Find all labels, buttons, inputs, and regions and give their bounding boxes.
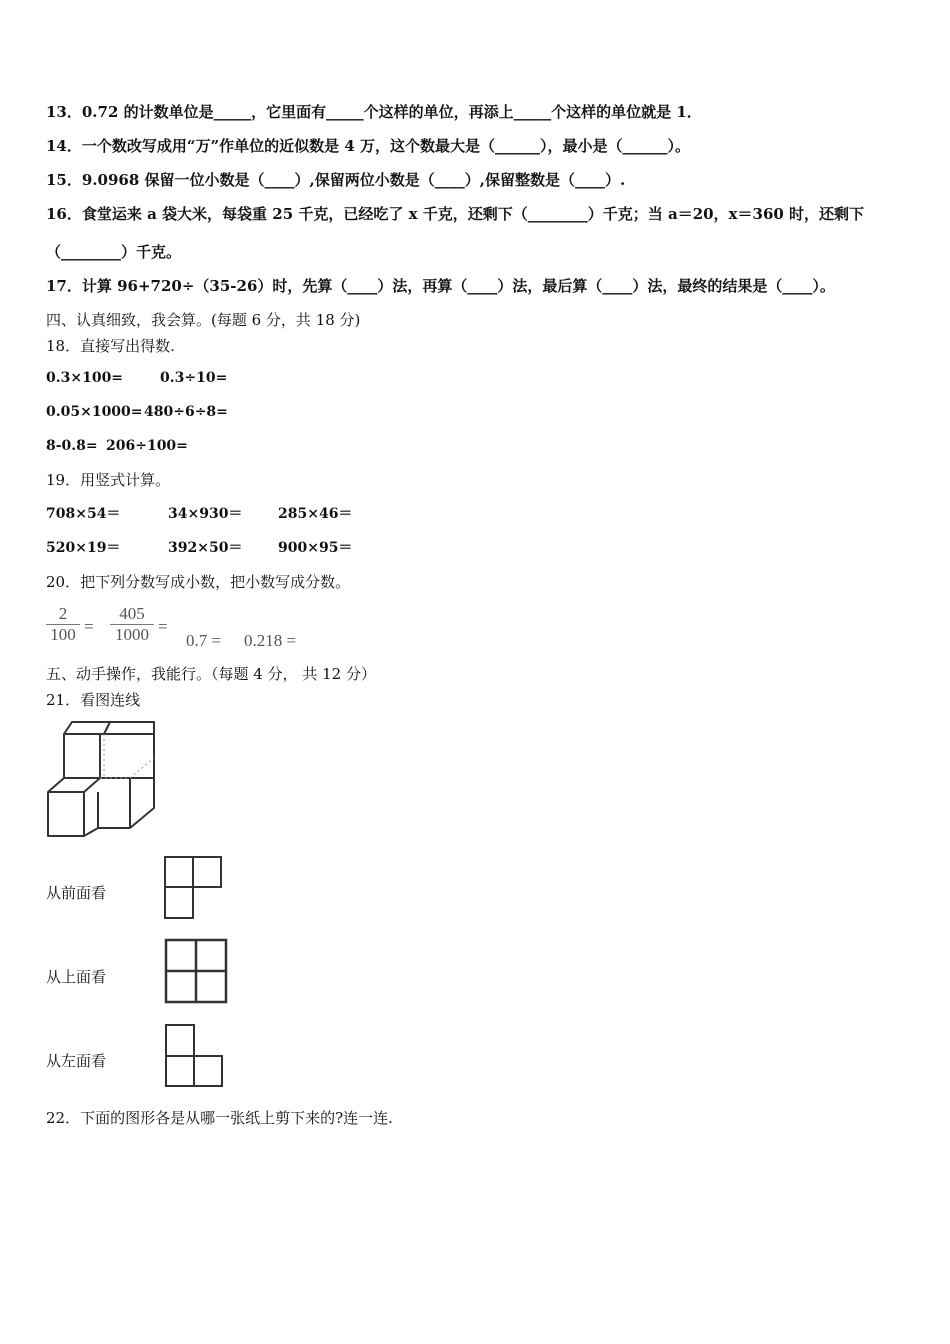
vertical-calc-item: 708×54＝	[46, 506, 121, 522]
section-4-heading: 四、认真细致，我会算。(每题 6 分，共 18 分)	[46, 311, 361, 329]
vertical-calc-item: 520×19＝	[46, 540, 121, 556]
section-5-heading: 五、动手操作，我能行。（每题 4 分， 共 12 分）	[46, 665, 376, 683]
direct-calc-item: 0.3×100=	[46, 370, 124, 386]
vertical-calc-item: 900×95＝	[278, 540, 353, 556]
direct-calc-item: 0.3÷10=	[160, 370, 228, 386]
fraction-numerator: 2	[58, 604, 68, 623]
fraction-numerator: 405	[119, 604, 145, 623]
question-16-line2: （________）千克。	[46, 243, 182, 261]
question-14: 14．一个数改写成用“万”作单位的近似数是 4 万，这个数最大是（______），最小是（______）。	[46, 137, 691, 155]
question-13: 13．0.72 的计数单位是_____，它里面有_____个这样的单位，再添上_____个这样的单位就是 1．	[46, 103, 702, 121]
equals-sign: =	[158, 617, 168, 636]
decimal-0-7: 0.7 =	[186, 631, 222, 650]
view-left-label: 从左面看	[46, 1052, 107, 1070]
direct-calc-item: 0.05×1000=	[46, 404, 143, 420]
top-view-figure	[162, 936, 230, 1006]
left-view-figure	[162, 1022, 226, 1090]
question-18: 18．直接写出得数.	[46, 337, 175, 355]
direct-calc-item: 480÷6÷8=	[144, 404, 228, 420]
question-20: 20．把下列分数写成小数，把小数写成分数。	[46, 573, 351, 591]
front-view-figure	[162, 854, 226, 922]
cube-stack-figure	[44, 718, 162, 840]
decimal-0-218: 0.218 =	[244, 631, 297, 650]
direct-calc-item: 206÷100=	[106, 438, 188, 454]
view-top-label: 从上面看	[46, 968, 107, 986]
vertical-calc-item: 392×50＝	[168, 540, 243, 556]
fraction-denominator: 100	[50, 625, 76, 644]
question-22: 22．下面的图形各是从哪一张纸上剪下来的?连一连.	[46, 1109, 393, 1127]
view-front-label: 从前面看	[46, 884, 107, 902]
question-16-line1: 16．食堂运来 a 袋大米，每袋重 25 千克，已经吃了 x 千克，还剩下（________）千克；当 a＝20，x＝360 时，还剩下	[46, 205, 865, 223]
question-19: 19．用竖式计算。	[46, 471, 171, 489]
vertical-calc-item: 285×46＝	[278, 506, 353, 522]
equals-sign: =	[84, 617, 94, 636]
direct-calc-item: 8-0.8=	[46, 438, 98, 454]
fraction-denominator: 1000	[115, 625, 149, 644]
question-15: 15．9.0968 保留一位小数是（____）,保留两位小数是（____）,保留整数是（____）.	[46, 171, 626, 189]
fraction-2-over-100	[46, 604, 80, 645]
vertical-calc-item: 34×930＝	[168, 506, 243, 522]
question-21: 21．看图连线	[46, 691, 141, 709]
fraction-405-over-1000	[110, 604, 154, 645]
question-17: 17．计算 96+720÷（35-26）时，先算（____）法，再算（____）法，最后算（____）法，最终的结果是（____）。	[46, 277, 835, 295]
